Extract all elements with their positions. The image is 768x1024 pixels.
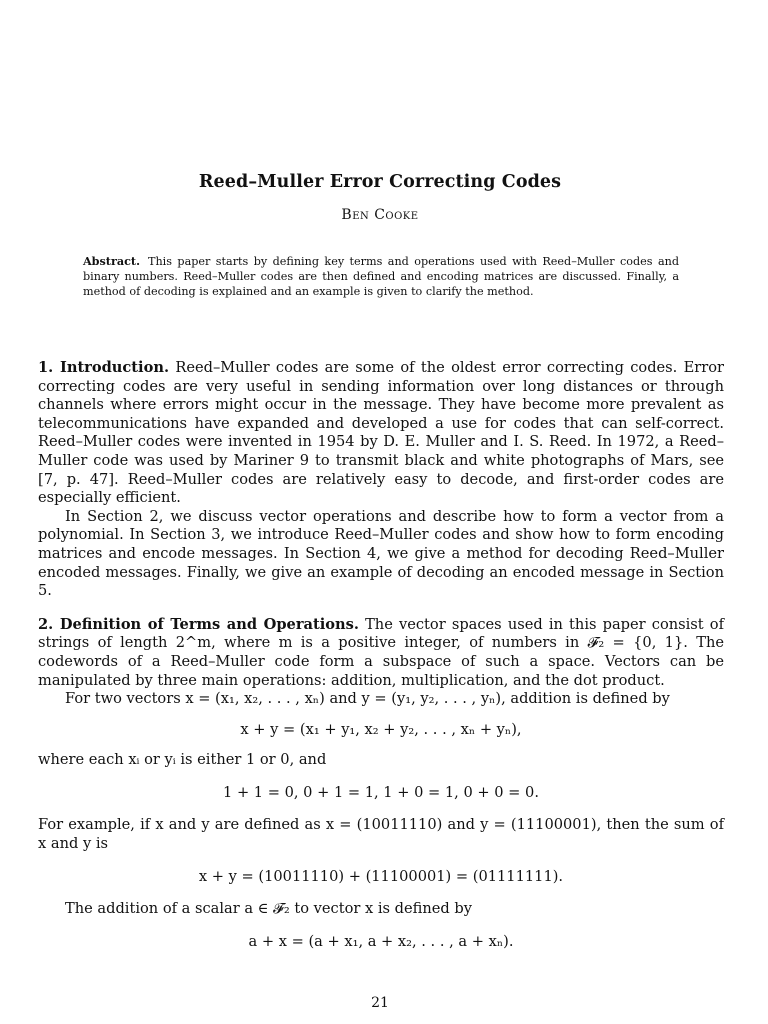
page-number: 21	[371, 995, 389, 1011]
author-name: Ben Cooke	[341, 207, 419, 223]
equation-example-sum: x + y = (10011110) + (11100001) = (01111111).	[198, 867, 564, 885]
section-2-paragraph-4: For example, if x and y are defined as x = (10011110) and y = (11100001), then the sum of x and y is	[38, 816, 724, 853]
section-2-paragraph-2: For two vectors x = (x₁, x₂, . . . , xₙ) and y = (y₁, y₂, . . . , yₙ), addition is defined by	[65, 690, 670, 708]
section-1-heading: 1. Introduction.	[38, 359, 170, 376]
equation-scalar-addition: a + x = (a + x₁, a + x₂, . . . , a + xₙ).	[248, 932, 514, 950]
section-2-text-1: The vector spaces used in this paper consist of strings of length 2^m, where m is a positive integer, of numbers in 𝓕₂ = {0, 1}. The codewords of a Reed–Muller code form a subspace of such a space. Vectors can be manipulated by three main operations: addition, multiplication, and the dot product.	[38, 615, 724, 689]
section-2-paragraph-1	[38, 616, 724, 690]
paper-title: Reed–Muller Error Correcting Codes	[198, 172, 562, 192]
equation-addition: x + y = (x₁ + y₁, x₂ + y₂, . . . , xₙ + yₙ),	[240, 720, 522, 738]
abstract-text: This paper starts by defining key terms and operations used with Reed–Muller codes and binary numbers. Reed–Muller codes are then defined and encoding matrices are discussed. Finally, a method of decoding is explained and an example is given to clarify the method.	[83, 255, 679, 299]
section-2-paragraph-3: where each xᵢ or yᵢ is either 1 or 0, and	[38, 751, 327, 769]
section-2-heading: 2. Definition of Terms and Operations.	[38, 615, 359, 633]
section-2-paragraph-5: The addition of a scalar a ∈ 𝓕₂ to vector x is defined by	[65, 900, 472, 918]
abstract-label: Abstract.	[83, 254, 140, 268]
section-1-paragraph-2: In Section 2, we discuss vector operations and describe how to form a vector from a polynomial. In Section 3, we introduce Reed–Muller codes and show how to form encoding matrices and encode messages. In Section 4, we give a method for decoding Reed–Muller encoded messages. Finally, we give an example of decoding an encoded message in Section 5.	[38, 507, 724, 600]
body-text	[38, 359, 724, 951]
section-1-paragraph-1	[38, 359, 724, 508]
equation-binary-sums: 1 + 1 = 0, 0 + 1 = 1, 1 + 0 = 1, 0 + 0 = 0.	[223, 783, 539, 801]
abstract	[83, 254, 679, 300]
section-1-text-1: Reed–Muller codes are some of the oldest error correcting codes. Error correcting codes are very useful in sending information over long distances or through channels where errors might occur in the message. They have become more prevalent as telecommunications have expanded and developed a use for codes that can self-correct. Reed–Muller codes were invented in 1954 by D. E. Muller and I. S. Reed. In 1972, a Reed–Muller code was used by Mariner 9 to transmit black and white photographs of Mars, see [7, p. 47]. Reed–Muller codes are relatively easy to decode, and first-order codes are especially efficient.	[38, 359, 725, 507]
